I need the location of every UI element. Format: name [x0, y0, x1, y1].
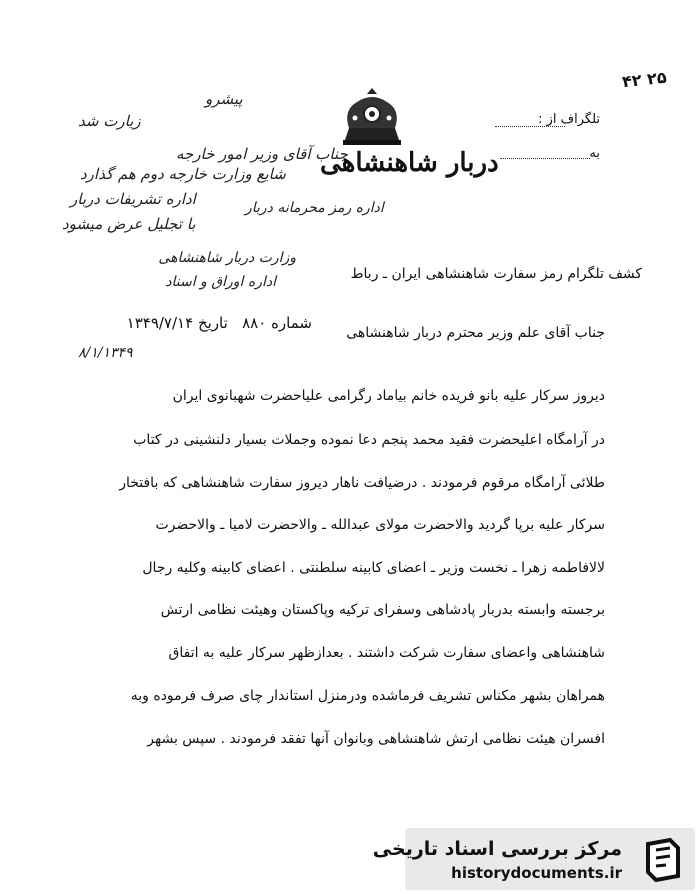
handwritten-note-4: شایع وزارت خارجه دوم هم گذارد	[80, 165, 286, 183]
corner-document-number: ۴۲ ۲۵	[621, 67, 668, 92]
stamp-line-2: اداره اوراق و اسناد	[165, 274, 276, 290]
footer-website[interactable]: historydocuments.ir	[451, 864, 622, 882]
telegram-from-label: تلگراف از :	[538, 112, 600, 127]
handwritten-note-2: زیارت شد	[78, 112, 141, 130]
handwritten-note-3: جناب آقای وزیر امور خارجه	[176, 145, 348, 163]
stamp-date-label: تاریخ	[197, 314, 228, 332]
footer-organization-name: مرکز بررسی اسناد تاریخی	[372, 838, 622, 860]
stamp-date-value: ۱۳۴۹/۷/۱۴	[126, 314, 194, 332]
body-line-5: لالافاطمه زهرا ـ نخست وزیر ـ اعضای کابینه سلطنتی . اعضای کابینه وکلیه رجال	[142, 560, 605, 576]
addressee-line: جناب آقای علم وزیر محترم دربار شاهنشاهی	[346, 325, 605, 341]
body-line-1: دیروز سرکار علیه بانو فریده خانم بیاماد رگرامی علیاحضرت شهبانوی ایران	[172, 388, 605, 404]
crown-emblem-icon	[337, 88, 407, 150]
archive-logo-icon	[640, 836, 686, 882]
body-line-6: برجسته وابسته بدربار پادشاهی وسفرای ترکیه وپاکستان وهیئت نظامی ارتش	[160, 602, 605, 618]
handwritten-note-6: با تجلیل عرض میشود	[62, 215, 196, 233]
body-line-4: سرکار علیه برپا گردید والاحضرت مولای عبدالله ـ والاحضرت لامیا ـ والاحضرت	[155, 517, 605, 533]
body-line-2: در آرامگاه اعلیحضرت فقید محمد پنجم دعا نموده وجملات بسیار دلنشینی در کتاب	[133, 432, 605, 448]
handwritten-note-1: پیشرو	[205, 90, 243, 108]
department-line: اداره رمز محرمانه دربار	[245, 200, 384, 216]
body-line-3: طلائی آرامگاه مرقوم فرمودند . درضیافت ناهار دیروز سفارت شاهنشاهی که بافتخار	[119, 475, 605, 491]
archive-stamp	[78, 238, 316, 343]
stamp-number-value: ۸۸۰	[242, 314, 267, 332]
body-line-8: همراهان بشهر مکناس تشریف فرماشده ودرمنزل استاندار چای صرف فرموده وبه	[130, 688, 605, 704]
stamp-number-label: شماره	[271, 314, 312, 332]
institution-title: دربار شاهنشاهی	[320, 148, 499, 178]
telegram-to-rule	[500, 158, 590, 159]
stamp-line-1: وزارت دربار شاهنشاهی	[158, 250, 296, 266]
stamp-handwriting: ۸/۱/۱۳۴۹	[78, 345, 133, 361]
body-line-7: شاهنشاهی واعضای سفارت شرکت داشتند . بعدازظهر سرکار علیه به اتفاق	[168, 645, 605, 661]
telegram-from-rule	[495, 126, 565, 127]
telegram-to-label: به	[589, 146, 600, 161]
handwritten-note-5: اداره تشریفات دربار	[70, 190, 196, 208]
body-line-9: افسران هیئت نظامی ارتش شاهنشاهی وبانوان آنها تفقد فرمودند . سپس بشهر	[147, 731, 605, 747]
telegram-title: کشف تلگرام رمز سفارت شاهنشاهی ایران ـ رباط	[350, 266, 642, 282]
stamp-number-row	[127, 314, 312, 332]
